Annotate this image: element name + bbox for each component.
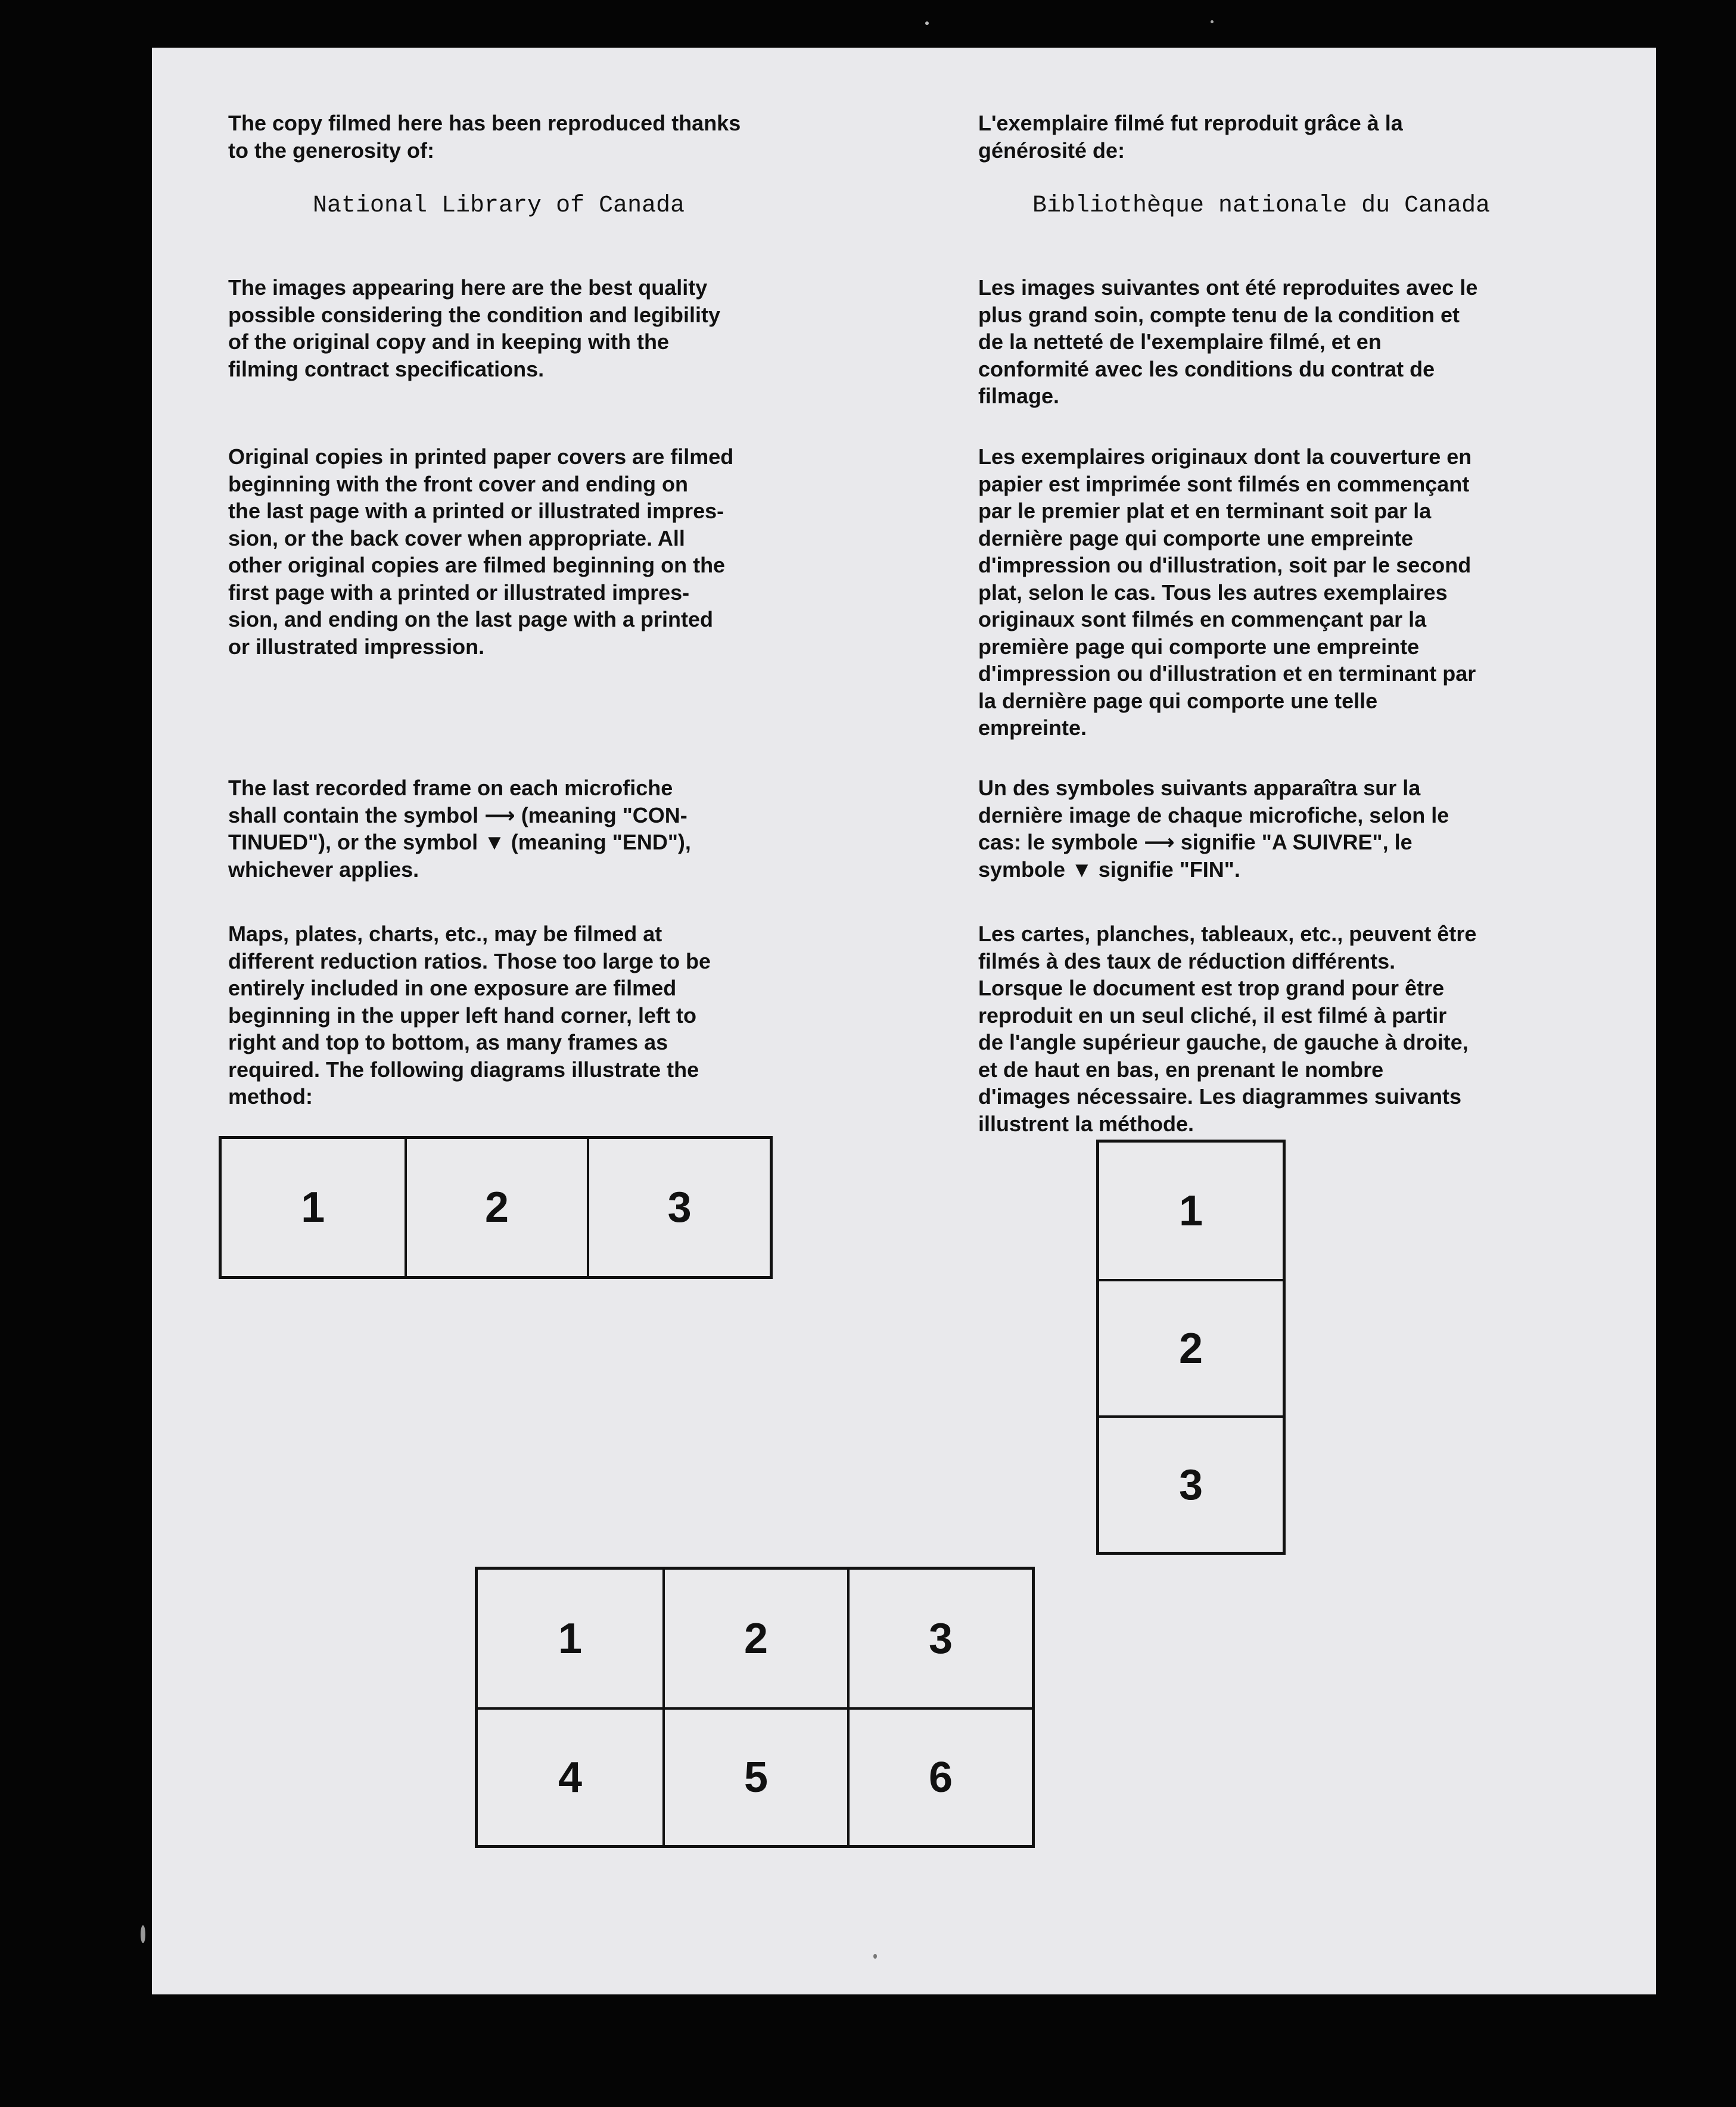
frame-cell: 3 [847, 1570, 1032, 1707]
frame-cell: 3 [587, 1139, 770, 1276]
left-intro: The copy filmed here has been reproduced thanks to the generosity of: [228, 111, 741, 163]
frame-cell: 3 [1099, 1415, 1283, 1552]
diagram-horizontal [219, 1136, 773, 1279]
scan-speck [1211, 20, 1214, 23]
left-quality-paragraph: The images appearing here are the best quality possible considering the condition and legibility of the original copy and in keeping with the filming contract specifications. [228, 275, 721, 381]
right-symbols-paragraph: Un des symboles suivants apparaîtra sur la dernière image de chaque microfiche, selon le cas: le symbole ⟶ signifie "A SUIVRE", le symbole ▼ signifie "FIN". [978, 776, 1449, 882]
frame-cell: 1 [1178, 1187, 1203, 1235]
right-library-name: Bibliothèque nationale du Canada [1032, 192, 1491, 219]
right-originals-paragraph: Les exemplaires originaux dont la couverture en papier est imprimée sont filmés en commençant par le premier plat et en terminant soit par la dernière page qui comporte une empreinte d'impression ou d'illustration, soit par le second plat, selon le cas. Tous les autres exemplaires originaux sont filmés en commençant par la première page qui comporte une empreinte d'impression ou d'illustration et en terminant par la dernière page qui comporte une telle empreinte. [978, 444, 1476, 740]
right-maps-paragraph: Les cartes, planches, tableaux, etc., peuvent être filmés à des taux de réduction différents. Lorsque le document est trop grand pour être reproduit en un seul cliché, il est filmé à partir de l'angle supérieur gauche, de gauche à droite, et de haut en bas, en prenant le nombre d'images nécessaire. Les diagrammes suivants illustrent la méthode. [978, 922, 1477, 1136]
scan-speck [925, 21, 929, 25]
left-maps-paragraph: Maps, plates, charts, etc., may be filmed at different reduction ratios. Those too large to be entirely included in one exposure are filmed beginning in the upper left hand corner, left to right and top to bottom, as many frames as required. The following diagrams illustrate the method: [228, 922, 711, 1109]
right-quality-paragraph: Les images suivantes ont été reproduites avec le plus grand soin, compte tenu de la condition et de la netteté de l'exemplaire filmé, et en conformité avec les conditions du contrat de filmage. [978, 275, 1478, 408]
frame-cell: 1 [301, 1184, 325, 1231]
frame-cell: 2 [1099, 1279, 1283, 1415]
frame-cell: 4 [478, 1707, 662, 1845]
left-originals-paragraph: Original copies in printed paper covers are filmed beginning with the front cover and ending on the last page with a printed or illustrated impres- sion, or the back cover when appropriate. All other original copies are filmed beginning on the first page with a printed or illustrated impres- sion, and ending on the last page with a printed or illustrated impression. [228, 444, 734, 659]
right-intro: L'exemplaire filmé fut reproduit grâce à la générosité de: [978, 111, 1403, 163]
frame-cell: 5 [662, 1707, 847, 1845]
frame-cell: 2 [405, 1139, 587, 1276]
diagram-vertical [1096, 1140, 1286, 1555]
left-library-name: National Library of Canada [313, 192, 685, 219]
frame-cell: 6 [847, 1707, 1032, 1845]
scan-speck [873, 1954, 877, 1959]
frame-cell: 1 [558, 1614, 583, 1663]
diagram-grid [475, 1567, 1035, 1848]
frame-cell: 2 [662, 1570, 847, 1707]
scan-speck [141, 1925, 145, 1943]
left-symbols-paragraph: The last recorded frame on each microfiche shall contain the symbol ⟶ (meaning "CON- TINUED"), or the symbol ▼ (meaning "END"), whichever applies. [228, 776, 691, 882]
